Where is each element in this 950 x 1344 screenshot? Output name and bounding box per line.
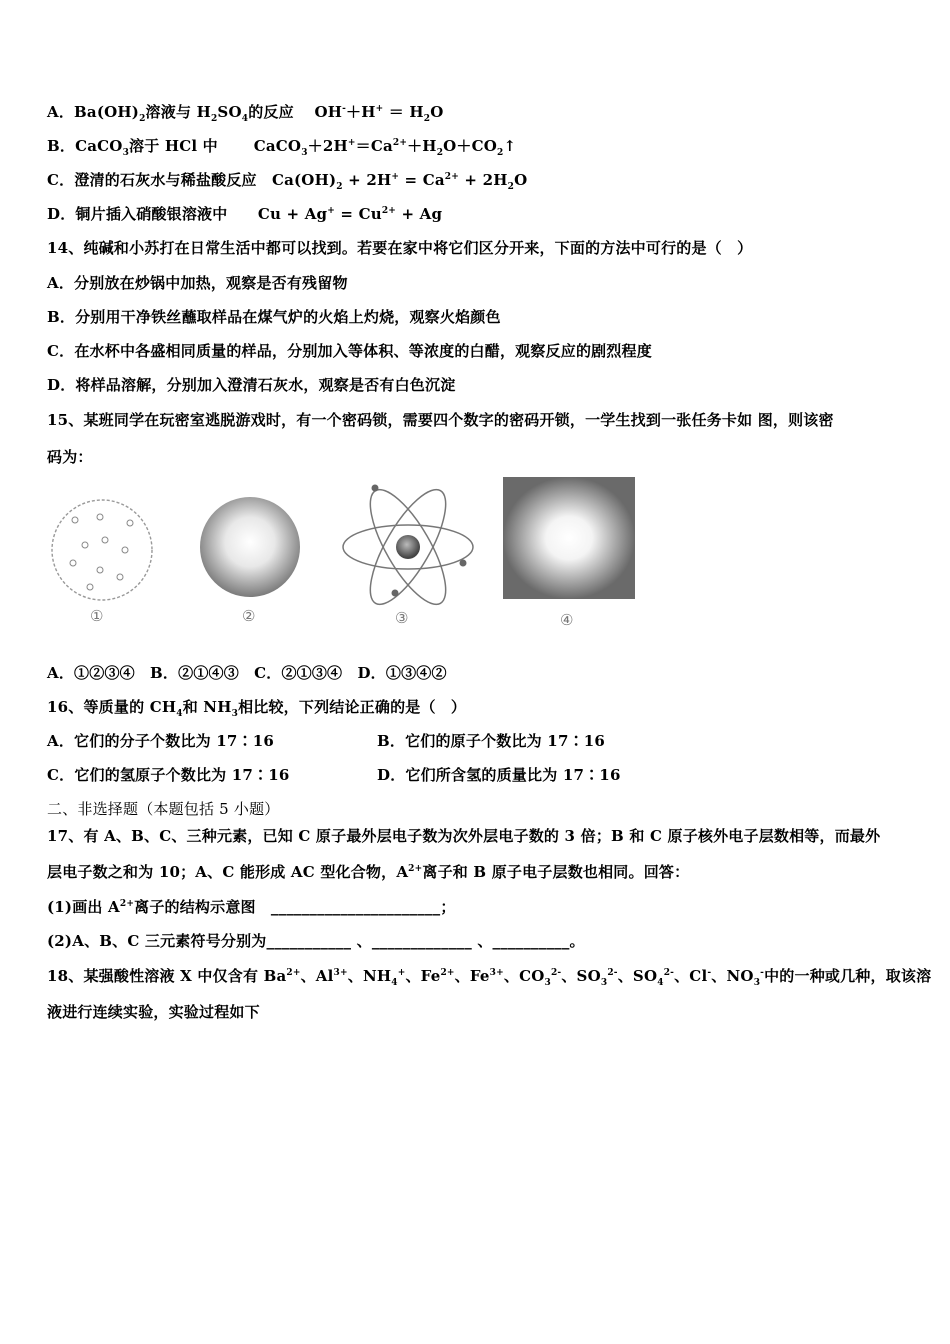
q16-option-c: C．它们的氢原子个数比为 17∶16 [47,766,290,784]
atom-models-figure [45,475,645,640]
q15-options: A．①②③④ B．②①④③ C．②①③④ D．①③④② [47,664,447,682]
q14-option-c: C．在水杯中各盛相同质量的样品，分别加入等体积、等浓度的白醋，观察反应的剧烈程度 [47,342,652,360]
q18-line2: 液进行连续实验，实验过程如下 [47,1003,260,1021]
q14-option-b: B．分别用干净铁丝蘸取样品在煤气炉的火焰上灼烧，观察火焰颜色 [47,308,501,326]
figure-label-1: ① [90,607,104,625]
q17-line2: 层电子数之和为 10；A、C 能形成 AC 型化合物，$A^{2+}$离子和 B 原子电子层数也相同。回答： [47,863,690,881]
q14-stem: 14、纯碱和小苏打在日常生活中都可以找到。若要在家中将它们区分开来，下面的方法中可行的是（ ） [47,239,753,257]
plum-pudding-model [52,500,152,600]
atom-models-drawing [45,475,645,640]
q13-option-d: D．铜片插入硝酸银溶液中 $Cu + Ag^+ = Cu^{2+} + Ag$ [47,205,443,223]
q16-row-cd [47,765,907,785]
electron-cloud-model [503,477,635,599]
q14-option-d: D．将样品溶解，分别加入澄清石灰水，观察是否有白色沉淀 [47,376,456,394]
q13-option-b: B．CaCO$_3$溶于 HCl 中 $CaCO_3+2H^+=Ca^{2+}+H_2O+CO_2↑$ [47,137,517,158]
q16-option-b: B．它们的原子个数比为 17∶16 [377,732,606,750]
q16-option-d: D．它们所含氢的质量比为 17∶16 [377,766,621,784]
q17-part2: (2)A、B、C 三元素符号分别为___________ 、_____________ 、__________。 [47,932,585,950]
q15-stem-line2: 码为： [47,448,93,466]
q18-line1: 18、某强酸性溶液 X 中仅含有 $Ba^{2+}$、$Al^{3+}$、$NH_4^+$、$Fe^{2+}$、$Fe^{3+}$、$CO_3^{2-}$、$SO_3^{2-}$、$SO_4^{2-}$、Cl-、$NO_3^-$中的一种或几种，取该溶 [47,967,932,988]
figure-label-4: ④ [560,611,574,629]
solid-sphere-model [200,497,300,597]
q16-row-ab [47,731,907,751]
q15-stem-line1: 15、某班同学在玩密室逃脱游戏时，有一个密码锁，需要四个数字的密码开锁，一学生找到一张任务卡如 图，则该密 [47,411,834,429]
q17-part1: (1)画出 $A^{2+}$离子的结构示意图 ______________________； [47,898,456,916]
section-title: 二、非选择题（本题包括 5 小题） [47,800,280,818]
q16-option-a: A．它们的分子个数比为 17∶16 [47,732,275,750]
q13-option-a: A．$Ba(OH)_2$溶液与 $H_2SO_4$的反应 $OH^-+H^+ = H_2O$ [47,103,444,124]
q13-option-c: C．澄清的石灰水与稀盐酸反应 $Ca(OH)_2 + 2H^+ = Ca^{2+} + 2H_2O$ [47,171,528,192]
q14-option-a: A．分别放在炒锅中加热，观察是否有残留物 [47,274,348,292]
figure-label-3: ③ [395,609,409,627]
planetary-model [343,480,473,615]
figure-label-2: ② [242,607,256,625]
q16-stem: 16、等质量的 $CH_4$和 $NH_3$相比较，下列结论正确的是（ ） [47,698,467,719]
q17-line1: 17、有 A、B、C、三种元素，已知 C 原子最外层电子数为次外层电子数的 3 倍；B 和 C 原子核外电子层数相等，而最外 [47,827,881,845]
